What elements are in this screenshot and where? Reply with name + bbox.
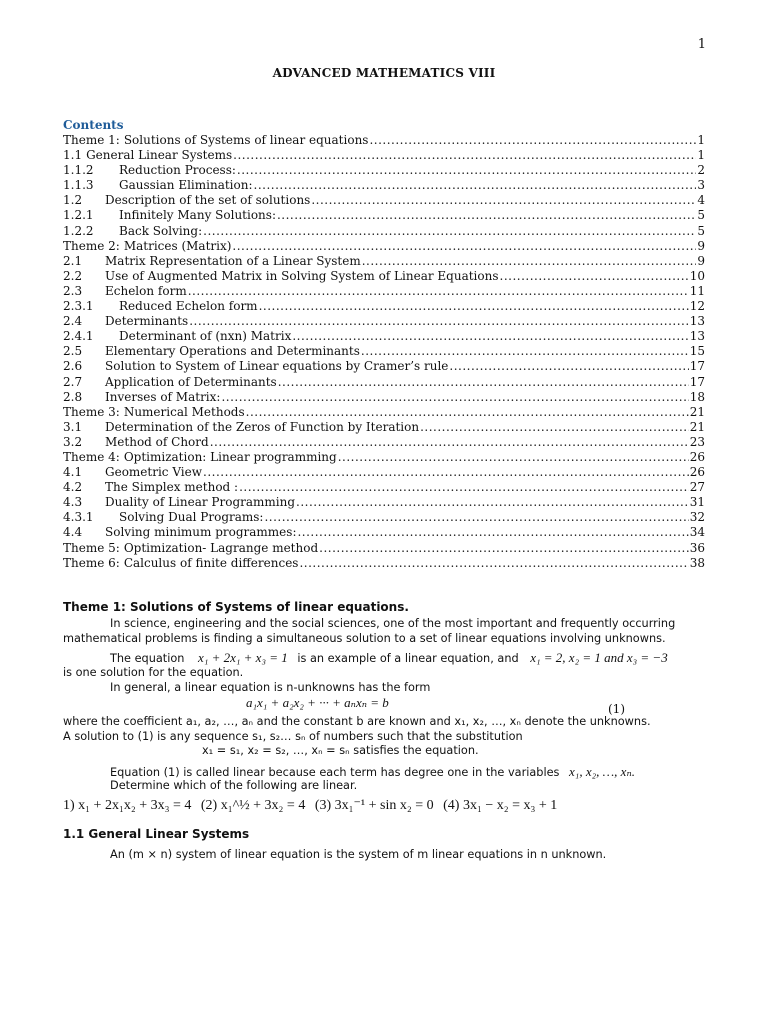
- toc-entry[interactable]: [63, 390, 705, 405]
- toc-entry-number: 2.8: [63, 389, 83, 404]
- toc-entry-title: Infinitely Many Solutions:: [119, 208, 276, 223]
- toc-entry[interactable]: [63, 329, 705, 344]
- toc-entry-page: 27: [689, 480, 705, 495]
- toc-entry-title: Determinants: [105, 314, 189, 329]
- toc-entry-number: 4.3: [63, 495, 83, 510]
- toc-entry-page: 17: [689, 359, 705, 374]
- toc-entry[interactable]: [63, 208, 705, 223]
- toc-entry-title: Geometric View: [105, 465, 202, 480]
- contents-heading: Contents: [63, 118, 124, 132]
- toc-entry-leader: [369, 133, 696, 148]
- equation-example-line: The equation x₁ + 2x₁ + x₃ = 1 is an example of a linear equation, and x₁ = 2, x₂ = 1 and x₃ = −3: [110, 650, 668, 665]
- toc-entry-leader: [297, 525, 688, 540]
- toc-entry-page: 3: [697, 178, 705, 193]
- toc-entry[interactable]: [63, 163, 705, 178]
- toc-entry-title: Reduction Process:: [119, 163, 236, 178]
- toc-entry[interactable]: [63, 239, 705, 254]
- toc-entry-title: Matrix Representation of a Linear System: [105, 253, 361, 268]
- toc-entry[interactable]: [63, 299, 705, 314]
- toc-entry-title: Matrices (Matrix): [123, 238, 232, 253]
- toc-entry[interactable]: [63, 148, 705, 163]
- table-of-contents: [63, 133, 705, 571]
- toc-entry-number: 2.1: [63, 253, 83, 268]
- toc-entry[interactable]: [63, 375, 705, 390]
- toc-entry-title: Calculus of finite differences: [123, 555, 299, 570]
- toc-entry-leader: [203, 465, 689, 480]
- toc-entry[interactable]: [63, 556, 705, 571]
- toc-entry-leader: [277, 208, 696, 223]
- theme1-intro: In science, engineering and the social sciences, one of the most important and frequently occurring mathematical problems is finding a simultaneous solution to a set of linear equations involving unknowns.: [63, 617, 676, 645]
- toc-entry-title: Duality of Linear Programming: [105, 495, 296, 510]
- toc-entry-number: 2.3.1: [63, 299, 94, 314]
- toc-entry-leader: [319, 541, 689, 556]
- general-form-intro: In general, a linear equation is n-unknowns has the form: [110, 681, 431, 694]
- toc-entry-page: 15: [689, 344, 705, 359]
- coefficient-text: where the coefficient a₁, a₂, …, aₙ and the constant b are known and x₁, x₂, …, xₙ denote the unknowns.: [63, 715, 651, 728]
- toc-entry-page: 9: [697, 253, 705, 268]
- toc-entry-leader: [210, 435, 689, 450]
- toc-entry[interactable]: [63, 465, 705, 480]
- toc-entry-page: 10: [689, 268, 705, 283]
- toc-entry[interactable]: [63, 510, 705, 525]
- toc-entry-leader: [254, 178, 697, 193]
- toc-entry[interactable]: [63, 495, 705, 510]
- toc-entry[interactable]: [63, 541, 705, 556]
- toc-entry-title: Method of Chord: [105, 434, 209, 449]
- toc-entry-page: 5: [697, 223, 705, 238]
- toc-entry[interactable]: [63, 420, 705, 435]
- toc-entry-page: 13: [689, 314, 705, 329]
- section-1-1-heading: 1.1 General Linear Systems: [63, 827, 250, 841]
- toc-entry-page: 1: [697, 148, 705, 163]
- toc-entry-leader: [233, 148, 696, 163]
- toc-entry[interactable]: [63, 480, 705, 495]
- toc-entry-number: 2.6: [63, 359, 83, 374]
- toc-entry-title: Numerical Methods: [123, 404, 245, 419]
- toc-entry-number: 3.2: [63, 434, 83, 449]
- toc-entry[interactable]: [63, 405, 705, 420]
- toc-entry-leader: [246, 405, 689, 420]
- toc-entry-page: 23: [689, 434, 705, 449]
- toc-entry-page: 38: [689, 555, 705, 570]
- toc-entry-number: 4.3.1: [63, 510, 94, 525]
- toc-entry-leader: [292, 329, 688, 344]
- toc-entry-number: 1.1: [63, 148, 83, 163]
- toc-entry-title: Echelon form: [105, 283, 187, 298]
- toc-entry-title: General Linear Systems: [86, 148, 233, 163]
- toc-entry-page: 4: [697, 193, 705, 208]
- solution-text: A solution to (1) is any sequence s₁, s₂… sₙ of numbers such that the substitution: [63, 730, 523, 743]
- toc-entry-page: 2: [697, 163, 705, 178]
- toc-entry-title: Reduced Echelon form: [119, 299, 258, 314]
- toc-entry-title: Gaussian Elimination:: [119, 178, 253, 193]
- toc-entry-title: Elementary Operations and Determinants: [105, 344, 360, 359]
- toc-entry-number: Theme 5:: [63, 540, 120, 555]
- toc-entry-page: 17: [689, 374, 705, 389]
- toc-entry-page: 12: [689, 299, 705, 314]
- toc-entry-title: Optimization: Linear programming: [123, 449, 337, 464]
- solution-suffix: is one solution for the equation.: [63, 666, 244, 679]
- exercise-equations: [63, 797, 563, 814]
- toc-entry-page: 5: [697, 208, 705, 223]
- toc-entry-title: Solving Dual Programs:: [119, 510, 264, 525]
- toc-entry-title: Solutions of Systems of linear equations: [123, 133, 369, 147]
- toc-entry-page: 18: [689, 389, 705, 404]
- toc-entry-title: Determination of the Zeros of Function by Iteration: [105, 419, 420, 434]
- toc-entry-number: 4.2: [63, 480, 83, 495]
- toc-entry-leader: [296, 495, 689, 510]
- exercise-2: (2) x₁^½ + 3x₂ = 4: [200, 798, 306, 813]
- toc-entry-leader: [278, 375, 689, 390]
- toc-entry[interactable]: [63, 224, 705, 239]
- toc-entry-title: Back Solving:: [119, 223, 203, 238]
- toc-entry-page: 31: [689, 495, 705, 510]
- toc-entry-title: Inverses of Matrix:: [105, 389, 221, 404]
- toc-entry-number: 1.2: [63, 193, 83, 208]
- toc-entry-page: 36: [689, 540, 705, 555]
- toc-entry-title: Solving minimum programmes:: [105, 525, 297, 540]
- toc-entry[interactable]: [63, 284, 705, 299]
- toc-entry-leader: [203, 224, 696, 239]
- toc-entry-number: 1.2.1: [63, 208, 94, 223]
- toc-entry-leader: [259, 299, 689, 314]
- toc-entry[interactable]: [63, 344, 705, 359]
- toc-entry-title: The Simplex method :: [105, 480, 239, 495]
- toc-entry[interactable]: [63, 178, 705, 193]
- toc-entry-number: 4.4: [63, 525, 83, 540]
- toc-entry-number: 2.7: [63, 374, 83, 389]
- section-1-1-text: An (m × n) system of linear equation is the system of m linear equations in n unknown.: [110, 848, 607, 861]
- toc-entry-leader: [264, 510, 688, 525]
- toc-entry-number: 2.5: [63, 344, 83, 359]
- toc-entry-leader: [338, 450, 689, 465]
- toc-entry-leader: [221, 390, 688, 405]
- toc-entry-number: 2.4.1: [63, 329, 94, 344]
- toc-entry-leader: [311, 193, 696, 208]
- toc-entry-title: Use of Augmented Matrix in Solving System of Linear Equations: [105, 268, 499, 283]
- toc-entry[interactable]: [63, 314, 705, 329]
- toc-entry-title: Application of Determinants: [105, 374, 277, 389]
- equation-solution: x₁ = 2, x₂ = 1 and x₃ = −3: [530, 650, 668, 665]
- toc-entry[interactable]: [63, 359, 705, 374]
- toc-entry-page: 11: [689, 283, 705, 298]
- toc-entry-number: Theme 3:: [63, 404, 120, 419]
- page-number: 1: [697, 37, 706, 52]
- toc-entry[interactable]: [63, 133, 705, 148]
- toc-entry-leader: [449, 359, 688, 374]
- toc-entry-page: 21: [689, 419, 705, 434]
- toc-entry-number: 2.2: [63, 268, 83, 283]
- toc-entry-leader: [239, 480, 689, 495]
- toc-entry-page: 13: [689, 329, 705, 344]
- equation-example: x₁ + 2x₁ + x₃ = 1: [198, 650, 288, 665]
- exercise-4: (4) 3x₁ − x₂ = x₃ + 1: [443, 798, 558, 813]
- linear-reason-line: Equation (1) is called linear because each term has degree one in the variables x₁, x₂, …, xₙ.: [110, 764, 635, 779]
- toc-entry[interactable]: [63, 193, 705, 208]
- toc-entry-leader: [361, 344, 689, 359]
- toc-entry-number: 2.4: [63, 314, 83, 329]
- toc-entry-title: Solution to System of Linear equations by Cramer’s rule: [105, 359, 449, 374]
- toc-entry-page: 9: [697, 238, 705, 253]
- toc-entry-title: Optimization- Lagrange method: [123, 540, 319, 555]
- toc-entry-number: Theme 1:: [63, 133, 120, 147]
- toc-entry-page: 34: [689, 525, 705, 540]
- equation-label: (1): [608, 702, 625, 716]
- document-title: ADVANCED MATHEMATICS VIII: [272, 66, 496, 80]
- toc-entry-title: Description of the set of solutions: [105, 193, 311, 208]
- toc-entry-leader: [362, 254, 697, 269]
- theme1-heading: Theme 1: Solutions of Systems of linear equations.: [63, 600, 409, 614]
- toc-entry-number: Theme 6:: [63, 555, 120, 570]
- toc-entry-leader: [237, 163, 696, 178]
- toc-entry-number: Theme 2:: [63, 238, 120, 253]
- toc-entry-number: 1.1.2: [63, 163, 94, 178]
- general-form-equation: a₁x₁ + a₂x₂ + ··· + aₙxₙ = b: [246, 695, 389, 710]
- toc-entry[interactable]: [63, 269, 705, 284]
- toc-entry-page: 21: [689, 404, 705, 419]
- toc-entry-page: 26: [689, 449, 705, 464]
- toc-entry-leader: [189, 314, 689, 329]
- toc-entry[interactable]: [63, 254, 705, 269]
- toc-entry[interactable]: [63, 450, 705, 465]
- toc-entry-number: Theme 4:: [63, 449, 120, 464]
- toc-entry-number: 1.2.2: [63, 223, 94, 238]
- toc-entry-page: 26: [689, 465, 705, 480]
- toc-entry-leader: [188, 284, 689, 299]
- toc-entry-page: 32: [689, 510, 705, 525]
- toc-entry-number: 1.1.3: [63, 178, 94, 193]
- determine-text: Determine which of the following are linear.: [110, 779, 358, 792]
- toc-entry-number: 4.1: [63, 465, 83, 480]
- toc-entry-leader: [420, 420, 689, 435]
- exercise-1: 1) x₁ + 2x₁x₂ + 3x₃ = 4: [63, 798, 192, 813]
- variables: x₁, x₂, …, xₙ.: [569, 764, 635, 779]
- toc-entry-title: Determinant of (nxn) Matrix: [119, 329, 292, 344]
- toc-entry-leader: [500, 269, 689, 284]
- toc-entry[interactable]: [63, 435, 705, 450]
- substitution-text: x₁ = s₁, x₂ = s₂, …, xₙ = sₙ satisfies the equation.: [202, 744, 479, 757]
- toc-entry-number: 3.1: [63, 419, 83, 434]
- exercise-3: (3) 3x₁⁻¹ + sin x₂ = 0: [314, 798, 434, 813]
- toc-entry-leader: [299, 556, 688, 571]
- toc-entry-page: 1: [697, 133, 705, 147]
- toc-entry-number: 2.3: [63, 283, 83, 298]
- toc-entry-leader: [232, 239, 696, 254]
- toc-entry[interactable]: [63, 525, 705, 540]
